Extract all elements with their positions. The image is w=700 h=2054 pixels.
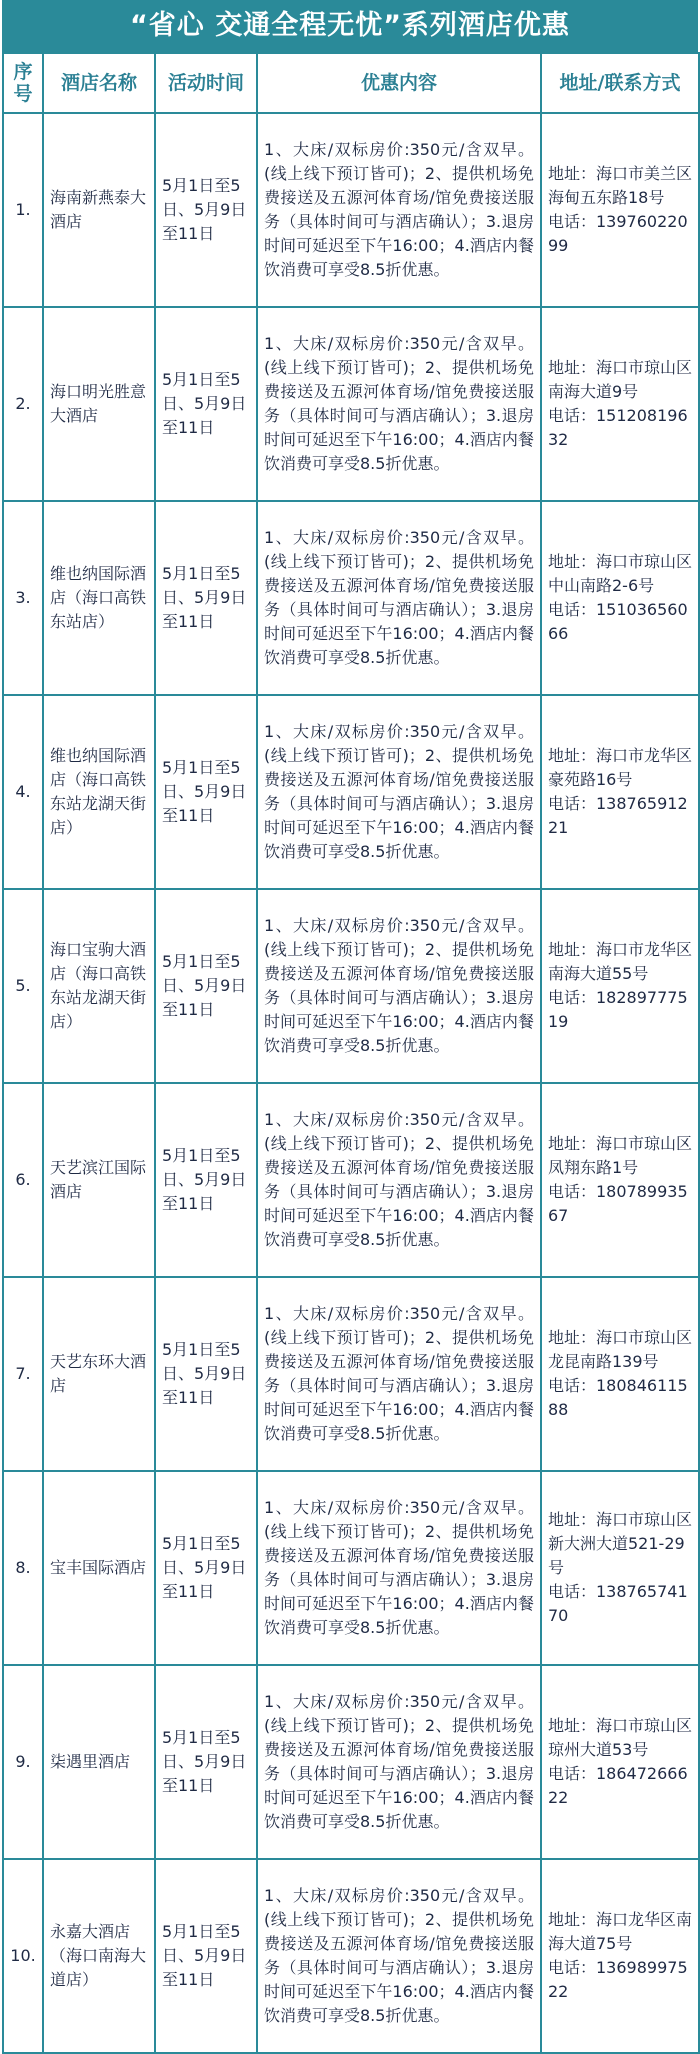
phone: 电话：13698997522 bbox=[548, 1958, 688, 2001]
hotel-name: 维也纳国际酒店（海口高铁东站店） bbox=[43, 501, 155, 695]
hotel-name: 海南新燕泰大酒店 bbox=[43, 113, 155, 307]
phone: 电话：13976022099 bbox=[548, 212, 688, 255]
address-contact bbox=[541, 1859, 699, 2053]
activity-time: 5月1日至5日、5月9日至11日 bbox=[155, 1471, 257, 1665]
address: 地址：海口市琼山区中山南路2-6号 bbox=[548, 552, 693, 595]
offer-content: 1、大床/双标房价:350元/含双早。(线上线下预订皆可)；2、提供机场免费接送及五源河体育场/馆免费接送服务（具体时间可与酒店确认）；3.退房时间可延迟至下午16:00；4.酒店内餐饮消费可享受8.5折优惠。 bbox=[257, 695, 541, 889]
offer-content: 1、大床/双标房价:350元/含双早。(线上线下预订皆可)；2、提供机场免费接送及五源河体育场/馆免费接送服务（具体时间可与酒店确认）；3.退房时间可延迟至下午16:00；4.酒店内餐饮消费可享受8.5折优惠。 bbox=[257, 501, 541, 695]
table-header-row bbox=[3, 53, 699, 113]
address-contact bbox=[541, 1277, 699, 1471]
hotel-name: 维也纳国际酒店（海口高铁东站龙湖天街店） bbox=[43, 695, 155, 889]
activity-time: 5月1日至5日、5月9日至11日 bbox=[155, 1083, 257, 1277]
address: 地址：海口市琼山区南海大道9号 bbox=[548, 358, 693, 401]
phone: 电话：15103656066 bbox=[548, 600, 688, 643]
hotel-name: 天艺东环大酒店 bbox=[43, 1277, 155, 1471]
table-row bbox=[3, 501, 699, 695]
address-contact bbox=[541, 501, 699, 695]
address: 地址：海口市美兰区海甸五东路18号 bbox=[548, 164, 693, 207]
table-row bbox=[3, 695, 699, 889]
table-row bbox=[3, 113, 699, 307]
activity-time: 5月1日至5日、5月9日至11日 bbox=[155, 113, 257, 307]
hotel-name: 宝丰国际酒店 bbox=[43, 1471, 155, 1665]
hotel-name: 柒遇里酒店 bbox=[43, 1665, 155, 1859]
page-title: “省心 交通全程无忧”系列酒店优惠 bbox=[2, 0, 698, 52]
activity-time: 5月1日至5日、5月9日至11日 bbox=[155, 695, 257, 889]
activity-time: 5月1日至5日、5月9日至11日 bbox=[155, 889, 257, 1083]
table-row bbox=[3, 1277, 699, 1471]
offer-content: 1、大床/双标房价:350元/含双早。(线上线下预订皆可)；2、提供机场免费接送及五源河体育场/馆免费接送服务（具体时间可与酒店确认）；3.退房时间可延迟至下午16:00；4.酒店内餐饮消费可享受8.5折优惠。 bbox=[257, 1277, 541, 1471]
phone: 电话：18289777519 bbox=[548, 988, 688, 1031]
offer-content: 1、大床/双标房价:350元/含双早。(线上线下预订皆可)；2、提供机场免费接送及五源河体育场/馆免费接送服务（具体时间可与酒店确认）；3.退房时间可延迟至下午16:00；4.酒店内餐饮消费可享受8.5折优惠。 bbox=[257, 1471, 541, 1665]
table-row bbox=[3, 1665, 699, 1859]
address-contact bbox=[541, 695, 699, 889]
header-no: 序号 bbox=[3, 53, 43, 113]
header-activity-time: 活动时间 bbox=[155, 53, 257, 113]
address: 地址：海口市琼山区凤翔东路1号 bbox=[548, 1134, 693, 1177]
row-number: 9. bbox=[3, 1665, 43, 1859]
activity-time: 5月1日至5日、5月9日至11日 bbox=[155, 1665, 257, 1859]
address-contact bbox=[541, 113, 699, 307]
hotel-name: 海口宝驹大酒店（海口高铁东站龙湖天街店） bbox=[43, 889, 155, 1083]
table-row bbox=[3, 1471, 699, 1665]
activity-time: 5月1日至5日、5月9日至11日 bbox=[155, 307, 257, 501]
offer-content: 1、大床/双标房价:350元/含双早。(线上线下预订皆可)；2、提供机场免费接送及五源河体育场/馆免费接送服务（具体时间可与酒店确认）；3.退房时间可延迟至下午16:00；4.酒店内餐饮消费可享受8.5折优惠。 bbox=[257, 889, 541, 1083]
phone: 电话：18078993567 bbox=[548, 1182, 688, 1225]
address: 地址：海口市琼山区龙昆南路139号 bbox=[548, 1328, 693, 1371]
phone: 电话：18647266622 bbox=[548, 1764, 688, 1807]
address-contact bbox=[541, 1083, 699, 1277]
activity-time: 5月1日至5日、5月9日至11日 bbox=[155, 501, 257, 695]
row-number: 4. bbox=[3, 695, 43, 889]
hotel-name: 海口明光胜意大酒店 bbox=[43, 307, 155, 501]
hotel-name: 永嘉大酒店（海口南海大道店） bbox=[43, 1859, 155, 2053]
address-contact bbox=[541, 1471, 699, 1665]
address: 地址：海口市琼山区琼州大道53号 bbox=[548, 1716, 693, 1759]
row-number: 1. bbox=[3, 113, 43, 307]
offer-content: 1、大床/双标房价:350元/含双早。(线上线下预订皆可)；2、提供机场免费接送及五源河体育场/馆免费接送服务（具体时间可与酒店确认）；3.退房时间可延迟至下午16:00；4.酒店内餐饮消费可享受8.5折优惠。 bbox=[257, 307, 541, 501]
offer-content: 1、大床/双标房价:350元/含双早。(线上线下预订皆可)；2、提供机场免费接送及五源河体育场/馆免费接送服务（具体时间可与酒店确认）；3.退房时间可延迟至下午16:00；4.酒店内餐饮消费可享受8.5折优惠。 bbox=[257, 113, 541, 307]
address: 地址：海口市龙华区南海大道55号 bbox=[548, 940, 693, 983]
offer-content: 1、大床/双标房价:350元/含双早。(线上线下预订皆可)；2、提供机场免费接送及五源河体育场/馆免费接送服务（具体时间可与酒店确认）；3.退房时间可延迟至下午16:00；4.酒店内餐饮消费可享受8.5折优惠。 bbox=[257, 1665, 541, 1859]
activity-time: 5月1日至5日、5月9日至11日 bbox=[155, 1277, 257, 1471]
hotel-offers-table bbox=[2, 52, 700, 2054]
header-hotel-name: 酒店名称 bbox=[43, 53, 155, 113]
row-number: 2. bbox=[3, 307, 43, 501]
header-offer: 优惠内容 bbox=[257, 53, 541, 113]
address-contact bbox=[541, 1665, 699, 1859]
address-contact bbox=[541, 307, 699, 501]
table-row bbox=[3, 1859, 699, 2053]
phone: 电话：13876591221 bbox=[548, 794, 688, 837]
table-row bbox=[3, 307, 699, 501]
row-number: 5. bbox=[3, 889, 43, 1083]
phone: 电话：15120819632 bbox=[548, 406, 688, 449]
phone: 电话：18084611588 bbox=[548, 1376, 688, 1419]
table-row bbox=[3, 1083, 699, 1277]
activity-time: 5月1日至5日、5月9日至11日 bbox=[155, 1859, 257, 2053]
offer-content: 1、大床/双标房价:350元/含双早。(线上线下预订皆可)；2、提供机场免费接送及五源河体育场/馆免费接送服务（具体时间可与酒店确认）；3.退房时间可延迟至下午16:00；4.酒店内餐饮消费可享受8.5折优惠。 bbox=[257, 1083, 541, 1277]
row-number: 8. bbox=[3, 1471, 43, 1665]
address: 地址：海口市龙华区豪苑路16号 bbox=[548, 746, 693, 789]
row-number: 10. bbox=[3, 1859, 43, 2053]
address: 地址：海口龙华区南海大道75号 bbox=[548, 1910, 693, 1953]
address: 地址：海口市琼山区新大洲大道521-29号 bbox=[548, 1510, 693, 1577]
hotel-name: 天艺滨江国际酒店 bbox=[43, 1083, 155, 1277]
phone: 电话：13876574170 bbox=[548, 1582, 688, 1625]
address-contact bbox=[541, 889, 699, 1083]
offer-content: 1、大床/双标房价:350元/含双早。(线上线下预订皆可)；2、提供机场免费接送及五源河体育场/馆免费接送服务（具体时间可与酒店确认）；3.退房时间可延迟至下午16:00；4.酒店内餐饮消费可享受8.5折优惠。 bbox=[257, 1859, 541, 2053]
header-address-contact: 地址/联系方式 bbox=[541, 53, 699, 113]
table-row bbox=[3, 889, 699, 1083]
row-number: 7. bbox=[3, 1277, 43, 1471]
row-number: 6. bbox=[3, 1083, 43, 1277]
row-number: 3. bbox=[3, 501, 43, 695]
